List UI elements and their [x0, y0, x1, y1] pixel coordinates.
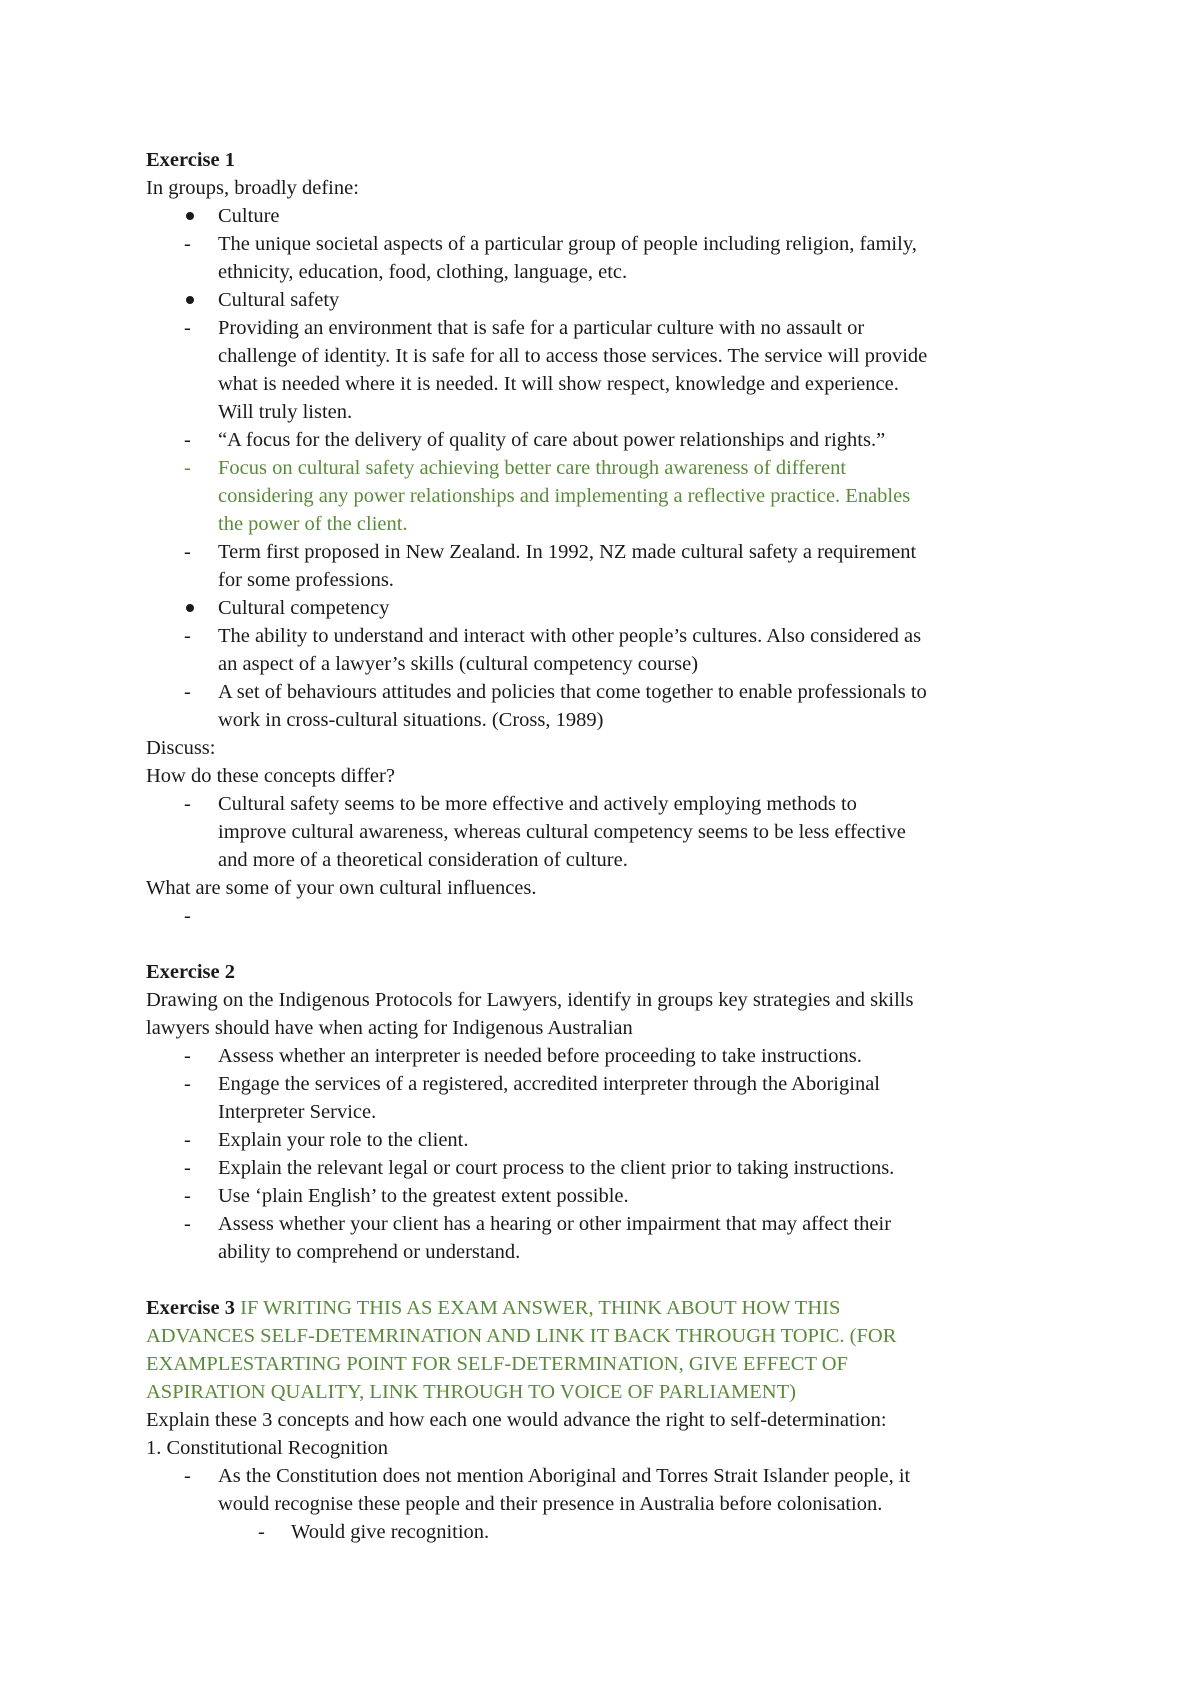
dash-marker: - — [184, 1213, 191, 1235]
competency-definition-line: The ability to understand and interact with other people’s cultures. Also considered as — [218, 625, 922, 647]
safety-history-line: Term first proposed in New Zealand. In 1992, NZ made cultural safety a requirement — [218, 541, 917, 563]
dash-marker: - — [184, 1185, 191, 1207]
strategy-item: ability to comprehend or understand. — [218, 1241, 521, 1263]
dash-marker: - — [184, 233, 191, 255]
dash-marker: - — [184, 625, 191, 647]
discussion-answer-line: improve cultural awareness, whereas cultural competency seems to be less effective — [218, 821, 906, 843]
dash-marker: - — [184, 1073, 191, 1095]
discussion-question: What are some of your own cultural influences. — [146, 877, 537, 899]
empty-dash-item: - — [184, 905, 191, 927]
dash-marker: - — [184, 1045, 191, 1067]
safety-note-green: Focus on cultural safety achieving better care through awareness of different — [218, 457, 847, 479]
dash-marker: - — [184, 1129, 191, 1151]
term-cultural-safety: Cultural safety — [218, 289, 340, 311]
dash-marker: - — [184, 793, 191, 815]
recognition-sub-item: Would give recognition. — [291, 1521, 490, 1543]
bullet-dot — [186, 296, 194, 304]
dash-marker: - — [184, 681, 191, 703]
strategy-item: Explain the relevant legal or court process to the client prior to taking instructions. — [218, 1157, 895, 1179]
safety-definition-line: Providing an environment that is safe for a particular culture with no assault or — [218, 317, 865, 339]
safety-definition-line: what is needed where it is needed. It will show respect, knowledge and experience. — [218, 373, 899, 395]
term-culture: Culture — [218, 205, 280, 227]
dash-marker: - — [184, 1157, 191, 1179]
discuss-label: Discuss: — [146, 737, 216, 759]
numbered-item: 1. Constitutional Recognition — [146, 1437, 389, 1459]
strategy-item: Assess whether an interpreter is needed before proceeding to take instructions. — [218, 1045, 862, 1067]
exam-note-green: IF WRITING THIS AS EXAM ANSWER, THINK ABOUT HOW THIS — [240, 1297, 841, 1319]
exercise-3-heading: Exercise 3 — [146, 1297, 235, 1319]
strategy-item: Interpreter Service. — [218, 1101, 377, 1123]
exercise-2-intro: lawyers should have when acting for Indigenous Australian — [146, 1017, 633, 1039]
exam-note-green: EXAMPLESTARTING POINT FOR SELF-DETERMINATION, GIVE EFFECT OF — [146, 1353, 848, 1375]
safety-quote: “A focus for the delivery of quality of care about power relationships and rights.” — [218, 429, 886, 451]
competency-definition-line: an aspect of a lawyer’s skills (cultural competency course) — [218, 653, 699, 675]
recognition-explanation-line: As the Constitution does not mention Aboriginal and Torres Strait Islander people, it — [218, 1465, 911, 1487]
competency-definition-line: work in cross-cultural situations. (Cross, 1989) — [218, 709, 604, 731]
exam-note-green: ASPIRATION QUALITY, LINK THROUGH TO VOICE OF PARLIAMENT) — [146, 1381, 796, 1403]
culture-definition-line: ethnicity, education, food, clothing, language, etc. — [218, 261, 628, 283]
exercise-3-prompt: Explain these 3 concepts and how each one would advance the right to self-determination: — [146, 1409, 887, 1431]
safety-definition-line: Will truly listen. — [218, 401, 353, 423]
exercise-2-heading: Exercise 2 — [146, 961, 235, 983]
exercise-2-intro: Drawing on the Indigenous Protocols for Lawyers, identify in groups key strategies and skills — [146, 989, 914, 1011]
strategy-item: Assess whether your client has a hearing or other impairment that may affect their — [218, 1213, 892, 1235]
strategy-item: Use ‘plain English’ to the greatest extent possible. — [218, 1185, 629, 1207]
dash-marker: - — [184, 429, 191, 451]
culture-definition-line: The unique societal aspects of a particular group of people including religion, family, — [218, 233, 917, 255]
exercise-1-heading: Exercise 1 — [146, 149, 235, 171]
discussion-answer-line: Cultural safety seems to be more effective and actively employing methods to — [218, 793, 857, 815]
competency-definition-line: A set of behaviours attitudes and policies that come together to enable professionals to — [218, 681, 927, 703]
dash-marker: - — [184, 541, 191, 563]
term-cultural-competency: Cultural competency — [218, 597, 390, 619]
discussion-answer-line: and more of a theoretical consideration of culture. — [218, 849, 628, 871]
dash-marker: - — [258, 1521, 265, 1543]
dash-marker: - — [184, 1465, 191, 1487]
exercise-1-intro: In groups, broadly define: — [146, 177, 359, 199]
exercise-3-title-line — [146, 1294, 840, 1322]
recognition-explanation-line: would recognise these people and their presence in Australia before colonisation. — [218, 1493, 883, 1515]
safety-definition-line: challenge of identity. It is safe for all to access those services. The service will provide — [218, 345, 928, 367]
safety-history-line: for some professions. — [218, 569, 394, 591]
bullet-dot — [186, 604, 194, 612]
strategy-item: Engage the services of a registered, accredited interpreter through the Aboriginal — [218, 1073, 880, 1095]
dash-marker: - — [184, 457, 191, 479]
safety-note-green: considering any power relationships and implementing a reflective practice. Enables — [218, 485, 911, 507]
dash-marker: - — [184, 317, 191, 339]
safety-note-green: the power of the client. — [218, 513, 408, 535]
strategy-item: Explain your role to the client. — [218, 1129, 469, 1151]
exam-note-green: ADVANCES SELF-DETEMRINATION AND LINK IT BACK THROUGH TOPIC. (FOR — [146, 1325, 897, 1347]
discussion-question: How do these concepts differ? — [146, 765, 395, 787]
bullet-dot — [186, 212, 194, 220]
